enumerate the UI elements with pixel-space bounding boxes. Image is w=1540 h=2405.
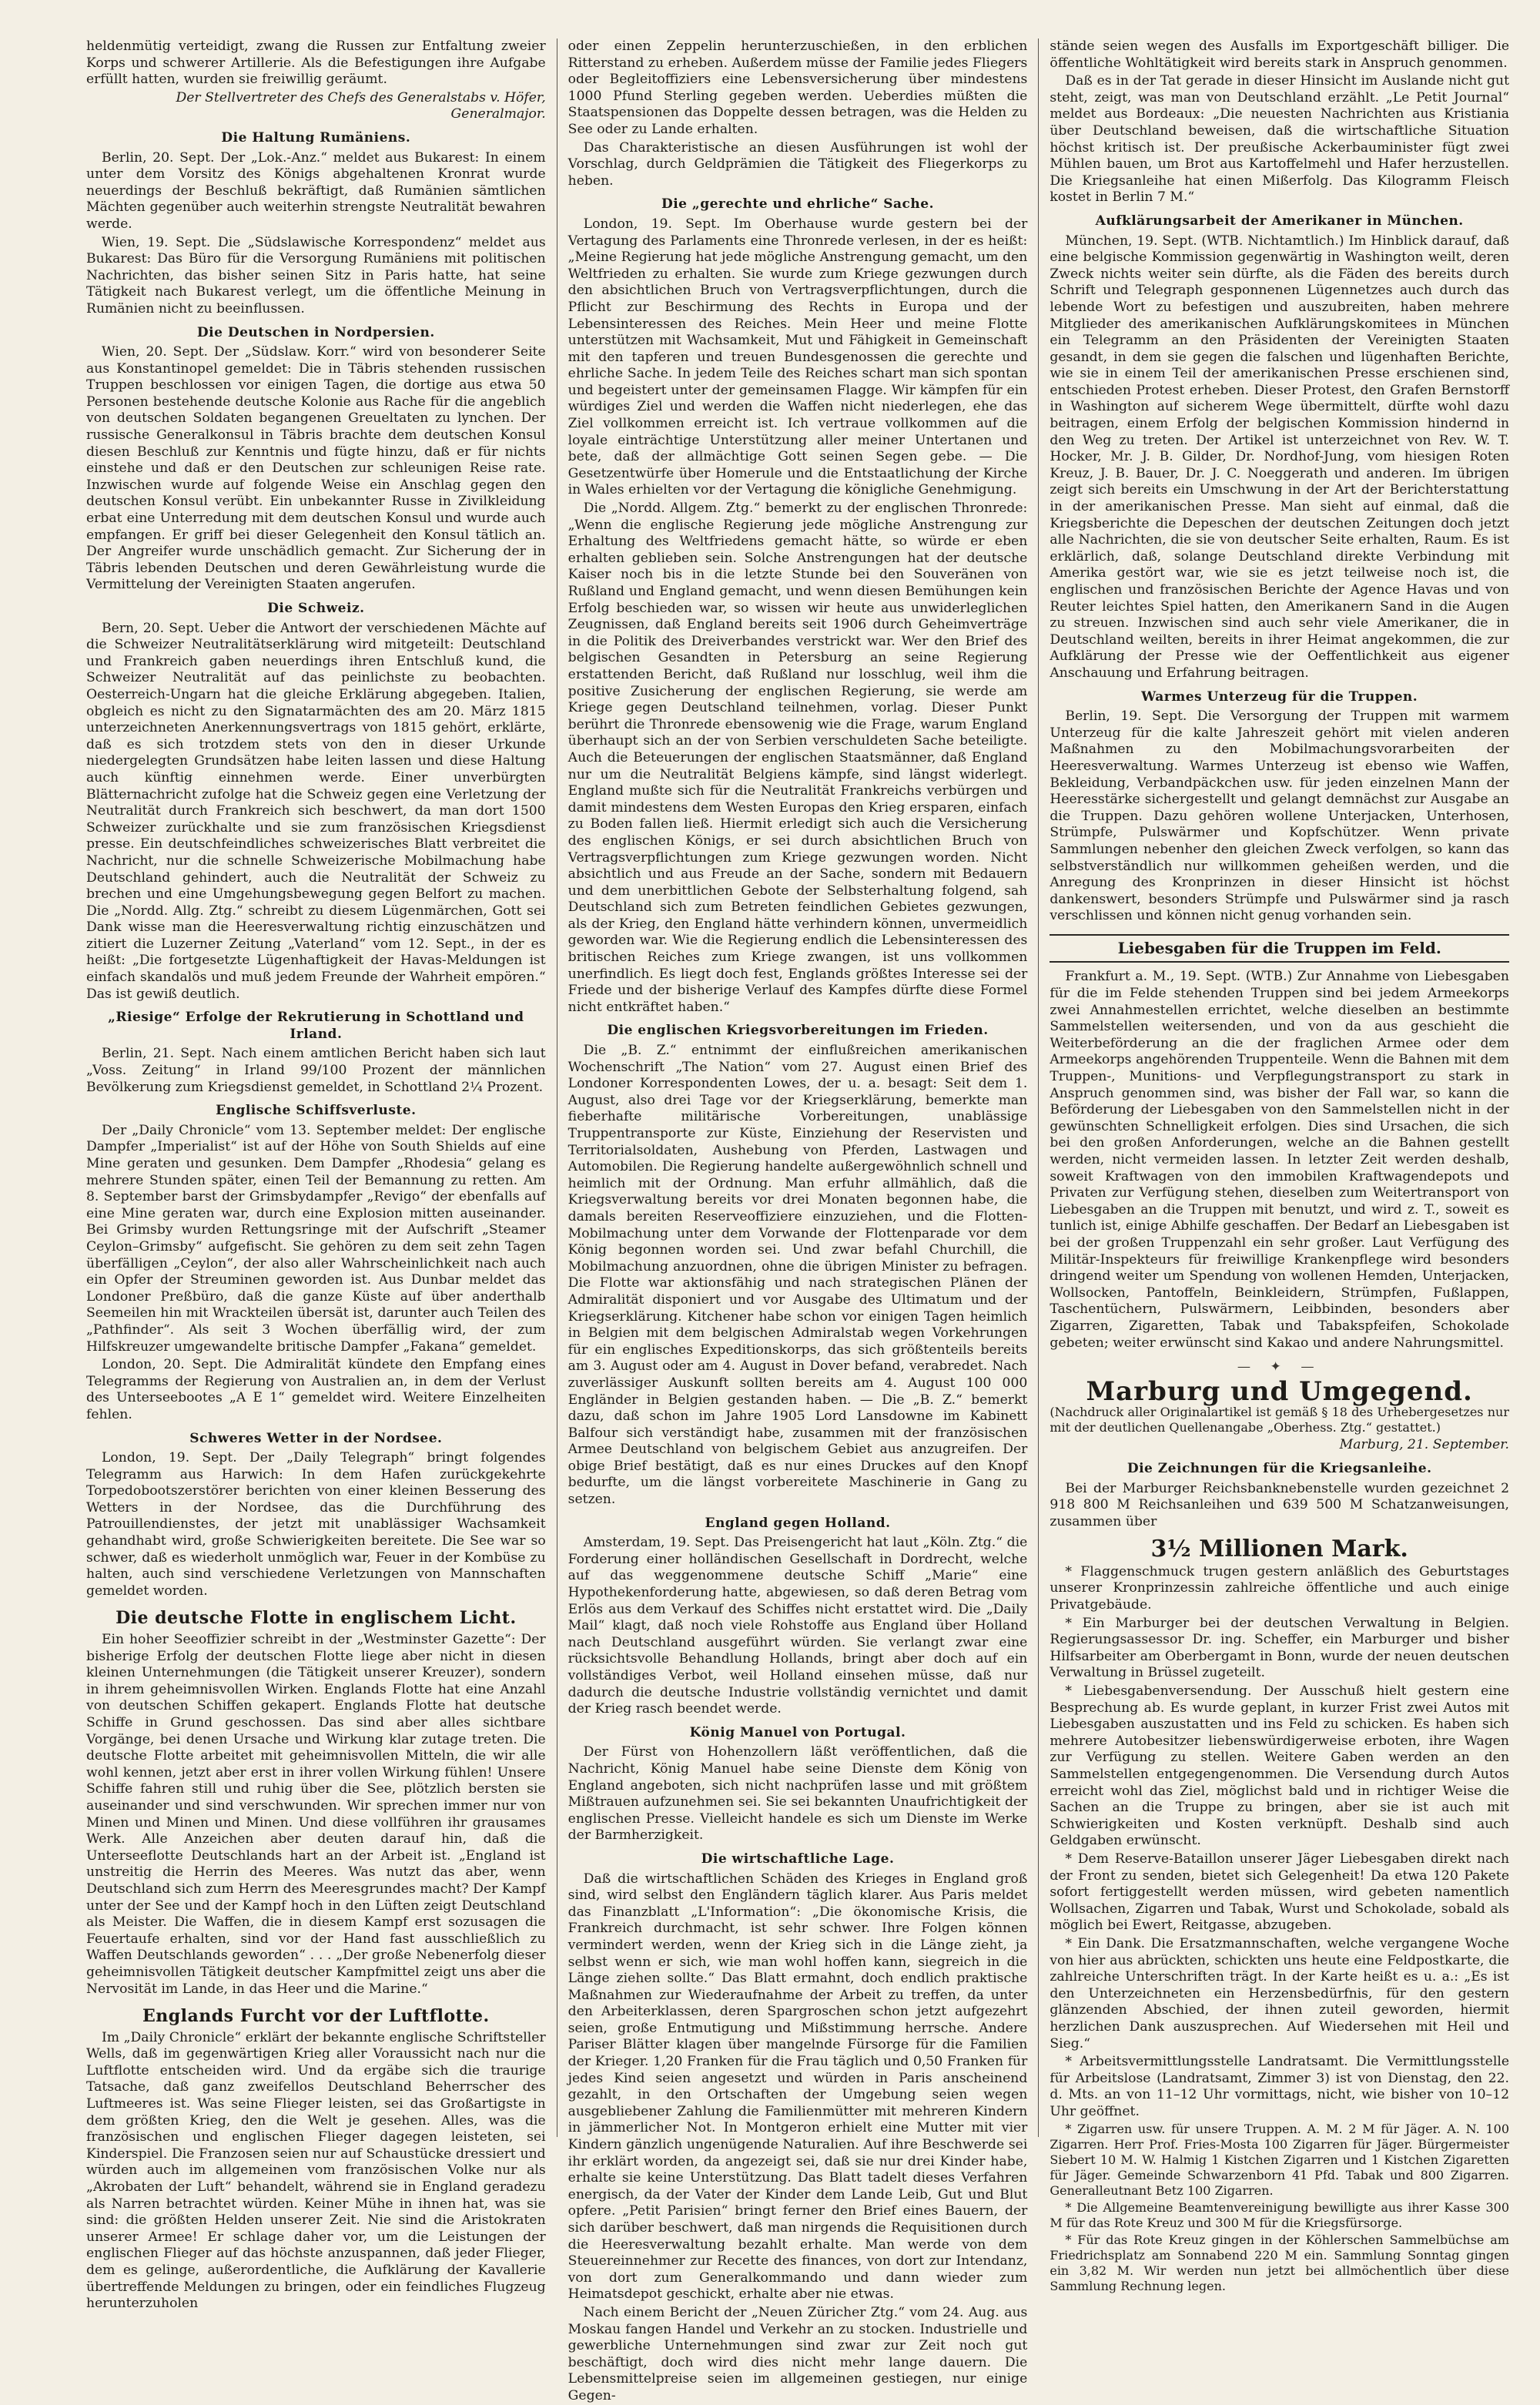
paragraph: Der „Daily Chronicle“ vom 13. September meldet: Der englische Dampfer „Imperialist“ ist auf der Höhe von South Shields auf eine Mine geraten und gesunken. Dem Dampfer „Rhodesia“ gelang es mehrere Stunden später, einen Teil der Bemannung zu retten. Am 8. September barst der Grimsbydampfer „Revigo“ der ebenfalls auf eine Mine geraten war, durch eine Explosion mitten auseinander. Bei Grimsby wurden Rettungsringe mit der Aufschrift „Steamer Ceylon–Grimsby“ aufgefischt. Sie gehören zu dem seit zehn Tagen überfälligen „Ceylon“, der also aller Wahrscheinlichkeit nach auch ein Opfer der Streuminen geworden ist. Aus Dunbar meldet das Londoner Preßbüro, daß die ganze Küste auf über anderthalb Seemeilen hin mit Wrackteilen übersät ist, darunter auch Teilen des „Pathfinder“. Als seit 3 Wochen überfällig wird, der zum Hilfskreuzer umgewandelte britische Dampfer „Fakana“ gemeldet. bbox=[86, 1122, 546, 1355]
heading-liebesgaben: Liebesgaben für die Truppen im Feld. bbox=[1050, 934, 1509, 963]
paragraph: Wien, 20. Sept. Der „Südslaw. Korr.“ wird von besonderer Seite aus Konstantinopel gemeldet: Die in Täbris stehenden russischen Truppen beschlossen vor einigen Tagen, die dortige aus etwa 50 Personen bestehende deutsche Kolonie aus Rache für die angeblich von deutschen Soldaten begangenen Greueltaten zu lynchen. Der russische Generalkonsul in Täbris brachte dem deutschen Konsul diesen Beschluß zur Kenntnis und fügte hinzu, daß er für nichts einstehe und daß er den Deutschen zur schleunigen Reise rate. Inzwischen wurde auf folgende Weise ein Anschlag gegen den deutschen Konsul verübt. Ein unbekannter Russe in Zivilkleidung erbat eine Unterredung mit dem deutschen Konsul und wurde auch empfangen. Er griff bei dieser Gelegenheit den Konsul tätlich an. Der Angreifer wurde unschädlich gemacht. Zur Sicherung der in Täbris lebenden Deutschen und deren Gewährleistung wurde die Vermittelung der Vereinigten Staaten angerufen. bbox=[86, 344, 546, 593]
heading-deutsche-flotte: Die deutsche Flotte in englischem Licht. bbox=[116, 1608, 517, 1629]
heading-kriegsanleihe: Die Zeichnungen für die Kriegsanleihe. bbox=[1127, 1460, 1432, 1476]
paragraph: Die „B. Z.“ entnimmt der einflußreichen amerikanischen Wochenschrift „The Nation“ vom 27. August einen Brief des Londoner Korrespondenten Lowes, der u. a. besagt: Seit dem 1. August, also drei Tage vor der Kriegserklärung, bemerkte man fieberhafte militärische Vorbereitungen, unablässige Truppentransporte zur Küste, Einziehung der Reservisten und Territorialsoldaten, Aushebung von Pferden, Lastwagen und Automobilen. Die Regierung handelte außergewöhnlich schnell und heimlich mit der Ordnung. Man erfuhr allmählich, daß die Kriegsverwaltung bereits vor drei Monaten begonnen habe, die damals bereiten Reserveoffiziere einzuziehen, und die Flotten-Mobilmachung unter dem Vorwande der Flottenparade vor dem König begonnen worden sei. Und zwar befahl Churchill, die Mobilmachung anzuordnen, ohne die übrigen Minister zu befragen. Die Flotte war aktionsfähig und nach strategischen Plänen der Admiralität disponiert und vor Ausgabe des Ultimatum und der Kriegserklärung. Kitchener habe schon vor einigen Tagen heimlich in Belgien mit dem belgischen Admiralstab wegen Vorkehrungen für ein englisches Expeditionskorps, das sich größtenteils bereits am 3. August oder am 4. August in Dover befand, verabredet. Nach zuverlässiger Auskunft sollten bereits am 4. August 100 000 Engländer in Belgien gestanden haben. — Die „B. Z.“ bemerkt dazu, daß schon im Jahre 1905 Lord Lansdowne im Kabinett Balfour sich verständigt habe, zusammen mit der französischen Armee Deutschland von belgischem Gebiet aus anzugreifen. Der obige Brief bestätigt, daß es nur eines Druckes auf den Knopf bedurfte, um die längst vorbereitete Maschinerie in Gang zu setzen. bbox=[567, 1043, 1028, 1508]
heading-england-holland: England gegen Holland. bbox=[705, 1515, 891, 1531]
heading-kriegsvorbereitungen: Die englischen Kriegsvorbereitungen im Frieden. bbox=[607, 1023, 989, 1039]
news-item: * Dem Reserve-Bataillon unserer Jäger Liebesgaben direkt nach der Front zu senden, bietet sich Gelegenheit! Da etwa 120 Pakete sofort fertiggestellt werden müssen, wird gebeten namentlich Wollsachen, Zigarren und Tabak, Wurst und Schokolade, sobald als möglich bei Ewert, Reitgasse, abzugeben. bbox=[1050, 1851, 1509, 1934]
news-item: * Ein Marburger bei der deutschen Verwaltung in Belgien. Regierungsassessor Dr. ing. Scheffer, ein Marburger und bisher Hilfsarbeiter am Oberbergamt in Bonn, wurde der neuen deutschen Verwaltung in Brüssel zugeteilt. bbox=[1050, 1616, 1509, 1682]
paragraph: heldenmütig verteidigt, zwang die Russen zur Entfaltung zweier Korps und schwerer Artillerie. Als die Befestigungen ihre Aufgabe erfüllt hatten, wurden sie freiwillig geräumt. bbox=[86, 39, 546, 88]
news-item: * Flaggenschmuck trugen gestern anläßlich des Geburtstages unserer Kronprinzessin zahlreiche öffentliche und auch einige Privatgebäude. bbox=[1050, 1564, 1509, 1614]
paragraph: Berlin, 21. Sept. Nach einem amtlichen Bericht haben sich laut „Voss. Zeitung“ in Irland 99/100 Prozent der männlichen Bevölkerung zum Kriegsdienst gemeldet, in Schottland 2¼ Prozent. bbox=[86, 1046, 546, 1095]
paragraph: Ein hoher Seeoffizier schreibt in der „Westminster Gazette“: Der bisherige Erfolg der deutschen Flotte liege aber nicht in diesen kleinen Unternehmungen (die Tätigkeit unserer Kreuzer), sondern in ihrem geheimnisvollen Wirken. Englands Flotte hat eine Anzahl von deutschen Schiffen gekapert. Englands Flotte hat deutsche Schiffe in Grund geschossen. Das sind aber alles sichtbare Vorgänge, bei denen Ursache und Wirkung klar zutage treten. Die deutsche Flotte arbeitet mit geheimnisvollen Mitteln, die wir alle wohl kennen, jetzt aber erst in ihrer vollen Wirkung fühlen! Unsere Schiffe fahren still und ruhig über die See, plötzlich bersten sie auseinander und sind verschwunden. Wir sprechen immer nur von Minen und Minen und Minen. Und diese vollführen ihr grausames Werk. Alle Anzeichen aber deuten darauf hin, daß die Unterseeflotte Deutschlands hart an der Arbeit ist. „England ist unstreitig die Herrin des Meeres. Was nutzt das aber, wenn Deutschland sich zum Herrn des Meeresgrundes macht? Der Kampf unter der See und der Kampf hoch in den Lüften zeigt Deutschland als Meister. Die Waffen, die in diesem Kampf erst sozusagen die Feuertaufe erhalten, sind vor der Hand fast ausschließlich zu Waffen Deutschlands geworden“ . . . „Der große Nebenerfolg dieser geheimnisvollen Tätigkeit deutscher Kampfmittel zeigt uns aber die Nervosität im Lande, in das Heer und die Marine.“ bbox=[86, 1632, 546, 1997]
paragraph: Das Charakteristische an diesen Ausführungen ist wohl der Vorschlag, durch Geldprämien die Tätigkeit des Fliegerkorps zu heben. bbox=[567, 139, 1028, 189]
heading-schiffsverluste: Englische Schiffsverluste. bbox=[216, 1103, 417, 1119]
heading-schweiz: Die Schweiz. bbox=[267, 601, 365, 616]
paragraph: Der Fürst von Hohenzollern läßt veröffentlichen, daß die Nachricht, König Manuel habe seine Dienste dem König von England angeboten, sich nicht nachprüfen lasse und mit größtem Mißtrauen aufzunehmen sei. Sie sei bekannten Unaufrichtigkeit der englischen Presse. Vielleicht handele es sich um Dienste im Werke der Barmherzigkeit. bbox=[567, 1744, 1028, 1844]
heading-aufklaerungsarbeit: Aufklärungsarbeit der Amerikaner in München. bbox=[1095, 213, 1464, 229]
column-rule bbox=[1038, 39, 1039, 2137]
reprint-note: (Nachdruck aller Originalartikel ist gemäß § 18 des Urhebergesetzes nur mit der deutlichen Quellenangabe „Oberhess. Ztg.“ gestattet.) bbox=[1050, 1405, 1510, 1435]
amount-headline: 3½ Millionen Mark. bbox=[1150, 1536, 1408, 1563]
signature: Der Stellvertreter des Chefs des Generalstabs v. Höfer, Generalmajor. bbox=[176, 89, 546, 122]
paragraph: London, 19. Sept. Der „Daily Telegraph“ bringt folgendes Telegramm aus Harwich: In dem Hafen zurückgekehrte Torpedobootszerstörer berichten von einer kleinen Besserung des Wetters in der Nordsee, das die Durchführung des Patrouillendienstes, der jetzt mit unablässiger Wachsamkeit gehandhabt wird, große Schwierigkeiten bereitete. Die See war so schwer, daß es wiederholt unmöglich war, Feuer in der Kombüse zu halten, auch sind verschiedene Verletzungen von Mannschaften gemeldet worden. bbox=[86, 1450, 546, 1599]
dateline: Marburg, 21. September. bbox=[1339, 1437, 1510, 1453]
paragraph: Nach einem Bericht der „Neuen Züricher Ztg.“ vom 24. Aug. aus Moskau fangen Handel und Verkehr an zu stocken. Industrielle und gewerbliche Unternehmungen sind zwar zur Zeit noch gut beschäftigt, doch wird dies nicht mehr lange dauern. Die Lebensmittelpreise seien im allgemeinen gestiegen, nur einige Gegen- bbox=[567, 2304, 1028, 2403]
paragraph: London, 19. Sept. Im Oberhause wurde gestern bei der Vertagung des Parlaments eine Thronrede verlesen, in der es heißt: „Meine Regierung hat jede mögliche Anstrengung gemacht, um den Weltfrieden zu erhalten. Sie wurde zum Kriege gezwungen durch den absichtlichen Bruch von Vertragsverpflichtungen, durch die Pflicht zur Beschirmung des Rechts in Europa und der Lebensinteressen des Reiches. Mein Heer und meine Flotte unterstützen mit Wachsamkeit, Mut und Fähigkeit in Gemeinschaft mit den tapferen und treuen Bundesgenossen die gerechte und ehrliche Sache. In jedem Teile des Reiches schart man sich spontan und begeistert unter der gemeinsamen Flagge. Wir kämpfen für ein würdiges Ziel und werden die Waffen nicht niederlegen, ehe das Ziel vollkommen erreicht ist. Ich vertraue vollkommen auf die loyale einträchtige Unterstützung aller meiner Untertanen und bete, daß der allmächtige Gott seinen Segen gebe. — Die Gesetzentwürfe über Homerule und die Entstaatlichung der Kirche in Wales erhielten vor der Vertagung die königliche Genehmigung. bbox=[567, 216, 1028, 498]
heading-nordsee-wetter: Schweres Wetter in der Nordsee. bbox=[189, 1430, 443, 1446]
paragraph: Daß die wirtschaftlichen Schäden des Krieges in England groß sind, wird selbst den Engländern täglich klarer. Aus Paris meldet das Finanzblatt „L'Information“: „Die ökonomische Krisis, die Frankreich durchmacht, ist sehr schwer. Ihre Folgen können vermindert werden, wenn der Krieg sich in die Länge zieht, ja selbst wenn er sich, wie man wohl hoffen kann, siegreich in die Länge ziehen sollte.“ Das Blatt ermahnt, doch endlich praktische Maßnahmen zur Wiederaufnahme der Arbeit zu treffen, da unter den Arbeiterklassen, deren Spargroschen schon jetzt aufgezehrt seien, große Entmutigung und Mißstimmung herrsche. Andere Pariser Blätter klagen über mangelnde Fürsorge für die Familien der Krieger. 1,20 Franken für die Frau täglich und 0,50 Franken für jedes Kind seien angesetzt und würden in Paris anscheinend gezahlt, in den Ortschaften der Umgebung seien wegen ausgebliebener Zahlung die Familienmütter mit mehreren Kindern in jämmerlicher Not. In Montgeron erhielt eine Mutter mit vier Kindern gänzlich ungenügende Naturalien. Auf ihre Beschwerde sei ihr erklärt worden, da angezeigt sei, daß sie nur drei Kinder habe, erhalte sie keine Unterstützung. Das Blatt tadelt dieses Verfahren energisch, da der Vater der Kinder dem Lande Leib, Gut und Blut opfere. „Petit Parisien“ bringt ferner den Brief eines Bauern, der sich darüber beschwert, daß man nirgends die Requisitionen durch die Heeresverwaltung bezahlt erhalte. Man werde von dem Steuereinnehmer zur Recette des finances, von dort zur Intendanz, von dort zum Generalkommando und dann wieder zum Heimatsdepot geschickt, erhalte aber nie etwas. bbox=[567, 1871, 1028, 2303]
paragraph: München, 19. Sept. (WTB. Nichtamtlich.) Im Hinblick darauf, daß eine belgische Kommission gegenwärtig in Washington weilt, deren Zweck nichts weiter sein dürfte, als die Fäden des bereits durch Schrift und Telegraph gesponnenen Lügennetzes auch durch das lebende Wort zu befestigen und auszubreiten, haben mehrere Mitglieder des amerikanischen Aufklärungskomitees in München ein Telegramm an den Präsidenten der Vereinigten Staaten gesandt, in dem sie gegen die falschen und lügenhaften Berichte, wie sie in einem Teil der amerikanischen Presse erschienen sind, entschieden Protest erheben. Dieser Protest, den Grafen Bernstorff in Washington auf sicherem Wege übermittelt, dürfte wohl dazu beitragen, einem Erfolg der belgischen Kommission hindernd in den Weg zu treten. Der Artikel ist unterzeichnet von Rev. W. T. Hocker, Mr. J. B. Gilder, Dr. Nordhof-Jung, vom hiesigen Roten Kreuz, J. B. Bauer, Dr. J. C. Noeggerath und anderen. Im übrigen zeigt sich bereits ein Umschwung in der Art der Berichterstattung in der amerikanischen Presse. Man sieht auf einmal, daß die Kriegsberichte die Depeschen der deutschen Zeitungen doch jetzt alle Nachrichten, die sie von deutscher Seite erhalten, Raum. Es ist erklärlich, daß, solange Deutschland direkte Verbindung mit Amerika gestört war, wie sie es jetzt teilweise noch ist, die englischen und französischen Berichte der Agence Havas und von Reuter leichtes Spiel hatten, den Amerikanern Sand in die Augen zu streuen. Inzwischen sind auch sehr viele Amerikaner, die in Deutschland weilten, bereits in ihrer Heimat angekommen, die zur Aufklärung der Presse wie der Oeffentlichkeit aus eigener Anschauung und Erfahrung beitragen. bbox=[1050, 233, 1510, 681]
paragraph: stände seien wegen des Ausfalls im Exportgeschäft billiger. Die öffentliche Wohltätigkeit wird bereits stark in Anspruch genommen. bbox=[1050, 39, 1510, 71]
news-item: * Für das Rote Kreuz gingen in der Köhlerschen Sammelbüchse am Friedrichsplatz am Sonnabend 220 M ein. Sammlung Sonntag gingen ein 3,82 M. Wir werden nun jetzt bei allmöchentlich über diese Sammlung Rechnung legen. bbox=[1050, 2232, 1509, 2294]
heading-wirtschaftliche-lage: Die wirtschaftliche Lage. bbox=[701, 1851, 895, 1867]
heading-gerechte-sache: Die „gerechte und ehrliche“ Sache. bbox=[661, 196, 935, 213]
paragraph: Amsterdam, 19. Sept. Das Preisengericht hat laut „Köln. Ztg.“ die Forderung einer holländischen Gesellschaft in Dordrecht, welche auf das weggenommene deutsche Schiff „Marie“ eine Hypothekenforderung hatte, abgewiesen, so daß deren Betrag vom Erlös aus dem Verkauf des Schiffes nicht erstattet wird. Die „Daily Mail“ klagt, daß noch viele Rohstoffe aus England über Holland nach Deutschland ausgeführt würden. Sie verlangt zwar eine rücksichtsvolle Behandlung Hollands, bringt aber doch auf ein vollständiges Verbot, weil Holland einsehen müsse, daß nur dadurch die deutsche Industrie vollständig vernichtet und damit der Krieg rasch beendet werde. bbox=[567, 1535, 1028, 1717]
heading-koenig-manuel: König Manuel von Portugal. bbox=[689, 1724, 906, 1740]
heading-rekrutierung: „Riesige“ Erfolge der Rekrutierung in Schottland und Irland. bbox=[108, 1010, 524, 1042]
section-masthead: Marburg und Umgegend. bbox=[1086, 1375, 1473, 1407]
paragraph: oder einen Zeppelin herunterzuschießen, in den erblichen Ritterstand zu erheben. Außerdem müsse der Familie jedes Fliegers oder Begleitoffiziers eine Lebensversicherung über mindestens 1000 Pfund Sterling gegeben werden. Ueberdies müßten die Staatspensionen das Doppelte dessen betragen, was die Helden zu See oder zu Lande erhalten. bbox=[567, 39, 1028, 137]
paragraph: Bern, 20. Sept. Ueber die Antwort der verschiedenen Mächte auf die Schweizer Neutralitätserklärung wird mitgeteilt: Deutschland und Frankreich gaben neuerdings ihren Entschluß kund, die Schweizer Neutralität auf das peinlichste zu beobachten. Oesterreich-Ungarn hat die gleiche Erklärung abgegeben. Italien, obgleich es nicht zu den Signatarmächten des am 20. März 1815 unterzeichneten Anerkennungsvertrags von 1815 gehört, erklärte, daß es sich trotzdem stets von den in dieser Urkunde niedergelegten Grundsätzen habe leiten lassen und diese Haltung auch künftig einnehmen werde. Einer unverbürgten Blätternachricht zufolge hat die Schweiz gegen eine Verletzung der Neutralität durch Frankreich sich beschwert, da man dort 1500 Schweizer zurückhalte und sie zum französischen Kriegsdienst presse. Ein deutschfeindliches schweizerisches Blatt verbreitet die Nachricht, nur die schnelle Schweizerische Mobilmachung habe Deutschland gehindert, auch die Neutralität der Schweiz zu brechen und eine Umgehungsbewegung gegen Belfort zu machen. Die „Nordd. Allg. Ztg.“ schreibt zu diesem Lügenmärchen, Gott sei Dank wisse man die Heeresverwaltung richtig einzuschätzen und zitiert die Luzerner Zeitung „Vaterland“ vom 12. Sept., in der es heißt: „Die fortgesetzte Lügenhaftigkeit der Havas-Meldungen ist einfach skandalös und muß jedem Freunde der Wahrheit empören.“ Das ist gewiß deutlich. bbox=[86, 620, 546, 1002]
heading-luftflotte: Englands Furcht vor der Luftflotte. bbox=[142, 2006, 490, 2027]
ornament-divider: — ✦ — bbox=[1237, 1359, 1322, 1375]
column-3 bbox=[1050, 39, 1510, 2294]
paragraph: London, 20. Sept. Die Admiralität kündete den Empfang eines Telegramms der Regierung von Australien an, in dem der Verlust des Unterseebootes „A E 1“ gemeldet wird. Weitere Einzelheiten fehlen. bbox=[86, 1357, 546, 1422]
paragraph: Berlin, 20. Sept. Der „Lok.-Anz.“ meldet aus Bukarest: In einem unter dem Vorsitz des Königs abgehaltenen Kronrat wurde neuerdings der Beschluß bekräftigt, daß Rumänien sämtlichen Mächten gegenüber auch weiterhin strengste Neutralität bewahren werde. bbox=[86, 149, 546, 232]
column-1 bbox=[86, 39, 546, 2312]
news-item: * Zigarren usw. für unsere Truppen. A. M. 2 M für Jäger. A. N. 100 Zigarren. Herr Prof. Fries-Mosta 100 Zigarren für Jäger. Bürgermeister Siebert 10 M. W. Halmig 1 Kistchen Zigarren und 1 Kistchen Zigaretten für Jäger. Gemeinde Schwarzenborn 41 Pfd. Tabak und 800 Zigarren. Generalleutnant Betz 100 Zigarren. bbox=[1050, 2122, 1509, 2199]
paragraph: Berlin, 19. Sept. Die Versorgung der Truppen mit warmem Unterzeug für die kalte Jahreszeit gehört mit vielen anderen Maßnahmen zu den Mobilmachungsvorarbeiten der Heeresverwaltung. Warmes Unterzeug ist ebenso wie Waffen, Bekleidung, Verbandpäckchen usw. für jeden einzelnen Mann der Heeresstärke sichergestellt und gelangt demnächst zur Ausgabe an die Truppen. Dazu gehören wollene Unterjacken, Unterhosen, Strümpfe, Pulswärmer und Kopfschützer. Wenn private Sammlungen nebenher den gleichen Zweck verfolgen, so kann das selbstverständlich nur willkommen geheißen werden, und die Anregung des Kronprinzen in dieser Hinsicht ist höchst dankenswert, besonders Strümpfe und Pulswärmer sind ja rasch verschlissen und können nicht genug vorhanden sein. bbox=[1050, 708, 1510, 924]
paragraph: Die „Nordd. Allgem. Ztg.“ bemerkt zu der englischen Thronrede: „Wenn die englische Regierung jede mögliche Anstrengung zur Erhaltung des Weltfriedens gemacht hätte, so würde er eben erhalten geblieben sein. Solche Anstrengungen hat der deutsche Kaiser noch bis in die letzte Stunde bei den Souveränen von Rußland und England gemacht, und wenn diesen Bemühungen kein Erfolg beschieden war, so wissen wir heute aus unwiderleglichen Zeugnissen, daß England bereits seit 1906 durch Geheimverträge in die Politik des Dreiverbandes verstrickt war. Wer den Brief des belgischen Gesandten in Petersburg an seine Regierung erstattenden Bericht, daß Rußland nur losschlug, weil ihm die positive Zusicherung der englischen Regierung, sie werde am Kriege gegen Deutschland teilnehmen, vorlag. Dieser Punkt berührt die Thronrede ebensowenig wie die Frage, warum England überhaupt sich an der von Serbien verschuldeten Sache beteiligte. Auch die Beteuerungen der englischen Staatsmänner, daß England nur um die Neutralität Belgiens kämpfe, sind längst widerlegt. England mußte sich für die Neutralität Frankreichs verbürgen und damit mindestens dem Westen Europas den Krieg ersparen, einfach zu Boden fallen ließ. Hiermit erledigt sich auch die Versicherung des englischen Königs, er sei durch absichtlichen Bruch von Vertragsverpflichtungen zum Kriege gezwungen worden. Nicht absichtlich und aus Freude an der Sache, sondern mit Bedauern und dem unerbittlichen Gebote der Selbsterhaltung folgend, sah Deutschland sich zum Betreten feindlichen Gebietes gezwungen, als der Krieg, den England hätte verhindern können, unvermeidlich geworden war. Wie die Regierung endlich die Lebensinteressen des britischen Reiches zum Kriege zwangen, ist uns vollkommen unerfindlich. Es liegt doch fest, Englands größtes Interesse sei der Friede und der bisherige Verlauf des Kampfes dürfte diese Formel nicht entkräftet haben.“ bbox=[567, 501, 1028, 1015]
news-item: * Liebesgabenversendung. Der Ausschuß hielt gestern eine Besprechung ab. Es wurde geplant, in kurzer Frist zwei Autos mit Liebesgaben auszustatten und ins Feld zu schicken. Es haben sich mehrere Autobesitzer liebenswürdigerweise erboten, ihre Wagen zur Verfügung zu stellen. Weitere Gaben werden an den Sammelstellen entgegengenommen. Die Versendung durch Autos erreicht wohl das Ziel, möglichst bald und in richtiger Weise die Sachen an die Truppe zu bringen, aber sie ist auch mit Schwierigkeiten und Kosten verknüpft. Deshalb sind auch Geldgaben erwünscht. bbox=[1050, 1683, 1509, 1850]
column-2 bbox=[567, 39, 1028, 2403]
news-item: * Arbeitsvermittlungsstelle Landratsamt. Die Vermittlungsstelle für Arbeitslose (Landratsamt, Zimmer 3) ist von Dienstag, den 22. d. Mts. an von 11–12 Uhr vormittags, nicht, wie bisher von 10–12 Uhr geöffnet. bbox=[1050, 2054, 1509, 2120]
news-item: * Die Allgemeine Beamtenvereinigung bewilligte aus ihrer Kasse 300 M für das Rote Kreuz und 300 M für die Kriegsfürsorge. bbox=[1050, 2200, 1509, 2231]
paragraph: Daß es in der Tat gerade in dieser Hinsicht im Auslande nicht gut steht, zeigt, was man von Deutschland erzählt. „Le Petit Journal“ meldet aus Bordeaux: „Die neuesten Nachrichten aus Kristiania über Deutschland beweisen, daß die wirtschaftliche Situation höchst kritisch ist. Der preußische Ackerbauminister fügt zwei Mühlen bauen, um Brot aus Kartoffelmehl und Hafer herzustellen. Die Kriegsanleihe hat einen Mißerfolg. Das Kilogramm Fleisch kostet in Berlin 7 M.“ bbox=[1050, 73, 1510, 206]
paragraph: Wien, 19. Sept. Die „Südslawische Korrespondenz“ meldet aus Bukarest: Das Büro für die Versorgung Rumäniens mit politischen Nachrichten, das bisher seinen Sitz in Paris hatte, hat seine Tätigkeit nach Bukarest verlegt, um die öffentliche Meinung in Rumänien nicht zu beeinflussen. bbox=[86, 234, 546, 317]
news-item: * Ein Dank. Die Ersatzmannschaften, welche vergangene Woche von hier aus abrückten, schickten uns heute eine Feldpostkarte, die zahlreiche Unterschriften trägt. In der Karte heißt es u. a.: „Es ist den Unterzeichneten ein Herzensbedürfnis, für den gestern glänzenden Abschied, der ihnen zuteil geworden, hiermit herzlichen Dank auszusprechen. Auf Wiedersehen mit Heil und Sieg.“ bbox=[1050, 1936, 1509, 2052]
heading-rumaenien: Die Haltung Rumäniens. bbox=[221, 129, 411, 146]
paragraph: Frankfurt a. M., 19. Sept. (WTB.) Zur Annahme von Liebesgaben für die im Felde stehenden Truppen sind bei jedem Armeekorps zwei Annahmestellen errichtet, welche dieselben an bestimmte Sammelstellen weitersenden, und von da aus geschieht die Weiterbeförderung an die der fraglichen Armee oder dem Armeekorps angehörenden Truppenteile. Wenn die Bahnen mit dem Truppen-, Munitions- und Verpflegungstransport zu stark in Anspruch genommen sind, was bisher der Fall war, so kann die Beförderung der Liebesgaben von den Sammelstellen nicht in der gewünschten Schnelligkeit erfolgen. Dies sind Ursachen, die sich bei den großen Anforderungen, welche an die Bahnen gestellt werden, nicht vermeiden lassen. In letzter Zeit werden deshalb, soweit Kraftwagen von den immobilen Kraftwagendepots und Privaten zur Verfügung stehen, dieselben zum Weitertransport von Liebesgaben an die Truppen mit benutzt, und wird z. T., soweit es tunlich ist, einige Abhilfe geschaffen. Der Bedarf an Liebesgaben ist bei der großen Truppenzahl ein sehr großer. Laut Verfügung des Militär-Inspekteurs für freiwillige Krankenpflege wird besonders dringend weiter um Spendung von wollenen Hemden, Unterjacken, Wollsocken, Pantoffeln, Beinkleidern, Strümpfen, Fußlappen, Taschentüchern, Pulswärmern, Leibbinden, besonders aber Zigarren, Zigaretten, Tabak und Tabakspfeifen, Schokolade gebeten; weiter erwünscht sind Kakao und andere Nahrungsmittel. bbox=[1050, 969, 1510, 1351]
paragraph: Bei der Marburger Reichsbanknebenstelle wurden gezeichnet 2 918 800 M Reichsanleihen und 639 500 M Schatzanweisungen, zusammen über bbox=[1050, 1480, 1510, 1529]
heading-nordpersien: Die Deutschen in Nordpersien. bbox=[196, 324, 435, 340]
paragraph: Im „Daily Chronicle“ erklärt der bekannte englische Schriftsteller Wells, daß im gegenwärtigen Krieg aller Voraussicht nach nur die Luftflotte entscheiden wird. Und da ergäbe sich die traurige Tatsache, daß ganz zweifellos Deutschland Beherrscher des Luftmeeres ist. Was seine Flieger leisten, sei das Großartigste in dem größten Krieg, den die Welt je gesehen. Alles, was die französischen und englischen Flieger dagegen leisteten, sei Kinderspiel. Die Franzosen seien nur auf Schaustücke dressiert und würden auch im allgemeinen vom französischen Volke nur als „Akrobaten der Luft“ behandelt, während sie in England geradezu als Narren betrachtet würden. Keiner Mühe in ihnen hat, was sie sind: die größten Helden unserer Zeit. Nie sind die Aristokraten unserer Armee! Er schlage daher vor, um die Leistungen der englischen Flieger auf das höchste anzuspannen, daß jeder Flieger, dem es gelinge, außerordentliche, die Aufklärung der Kavallerie übertreffende Meldungen zu bringen, oder ein feindliches Flugzeug herunterzuholen bbox=[86, 2029, 546, 2312]
heading-warmes-unterzeug: Warmes Unterzeug für die Truppen. bbox=[1141, 688, 1418, 705]
